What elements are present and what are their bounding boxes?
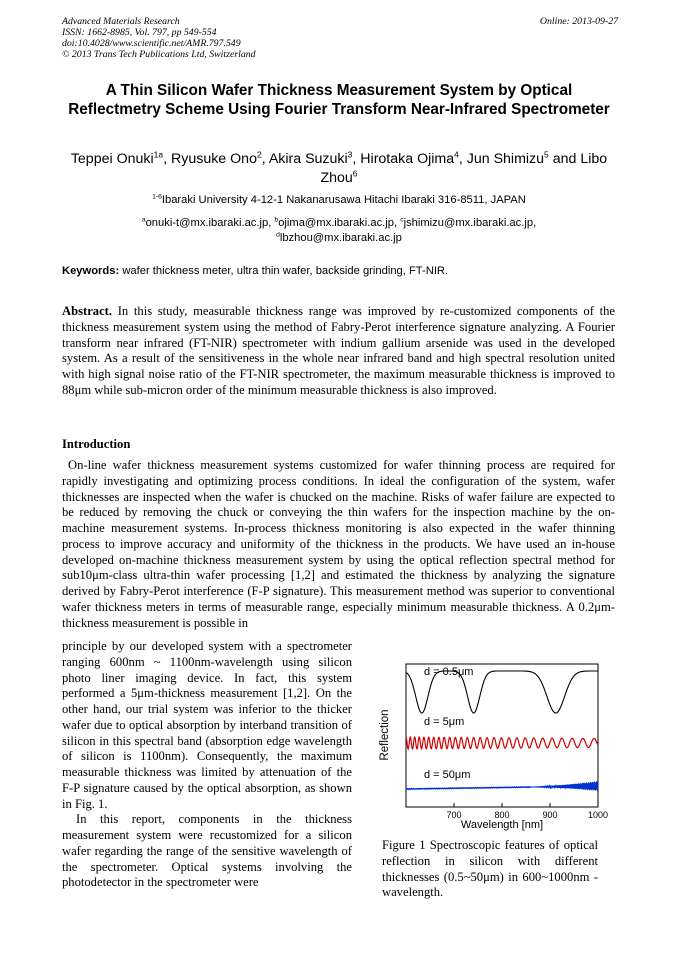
issn-line: ISSN: 1662-8985, Vol. 797, pp 549-554: [62, 27, 217, 39]
affiliation: [62, 193, 616, 207]
introduction-full-width: [62, 458, 615, 631]
intro-paragraph: On-line wafer thickness measurement systems customized for wafer thinning process are required for rapidly investigating and optimizing process conditions. In ideal the configuration of the system, wafer thicknesses are inspected when the wafer is chucked on the machine. Risks of wafer failure are expected to be reduced by removing the chuck or conveying the thin wafers for the inspection machine by the on-machine measurement systems. In-process thickness monitoring is also expected in the wafer thinning process to improve accuracy and uniformity of the thickness in the products. We have used an in-house developed on-machine thickness measurement system by using the optical reflection spectral method for sub10μm-class ultra-thin wafer processing [1,2] and estimated the thickness by analyzing the signature derived by Fabry-Perot interference (F-P signature). This measurement method was superior to conventional wafer thickness meters in terms of measurable range, especially minimum measurable thickness. A 0.2μm-thickness measurement is possible in: [62, 458, 615, 630]
email-address: onuki-t@mx.ibaraki.ac.jp: [145, 217, 269, 229]
email-sup: b: [274, 216, 279, 224]
abstract: [62, 304, 615, 399]
author-sup: 1a: [153, 149, 164, 160]
figure-caption: Figure 1 Spectroscopic features of optical reflection in silicon with different thicknesses (0.5~50μm) in 600~1000nm -wavelength.: [382, 838, 598, 900]
abstract-label: Abstract.: [62, 304, 113, 318]
author-name: Ryusuke Ono: [171, 151, 257, 167]
keywords-label: Keywords:: [62, 265, 120, 277]
copyright-line: © 2013 Trans Tech Publications Ltd, Switzerland: [62, 49, 256, 61]
x-tick-label: 800: [494, 810, 510, 820]
series-label: d = 5μm: [424, 716, 465, 728]
introduction-column: [62, 639, 352, 891]
series-label: d = 0.5μm: [424, 666, 474, 678]
author-name: Hirotaka Ojima: [360, 151, 455, 167]
author-sup: 2: [256, 149, 262, 160]
author-name: Libo Zhou: [320, 151, 608, 186]
intro-column-paragraph-2: In this report, components in the thickness measurement system were recustomized for a silicon wafer regarding the range of the sensitive wavelength of the spectrometer. Optical systems involving the photodetector in the spectrometer were: [62, 812, 352, 890]
x-tick-label: 900: [542, 810, 558, 820]
author-name: Jun Shimizu: [466, 151, 545, 167]
paper-title: A Thin Silicon Wafer Thickness Measurement System by Optical Reflectmetry Scheme Using Fourier Transform Near-Infrared Spectrometer: [68, 82, 610, 118]
intro-column-paragraph-1: principle by our developed system with a spectrometer ranging 600nm ~ 1100nm-wavelength using silicon photo liner imaging device. In fact, this system performed a 5μm-thickness measurement [1,2]. On the other hand, our trial system was inferior to the thicker wafer due to optical absorption by interband transition of silicon in this spectral band (absorption edge wavelength of silicon is 1100nm). Consequently, the maximum measurable thickness was limited by attenuation of the F-P signature caused by the optical absorption, as shown in Fig. 1.: [62, 639, 352, 811]
series-5um-line: [406, 737, 598, 749]
keywords-text: wafer thickness meter, ultra thin wafer, backside grinding, FT-NIR.: [122, 265, 449, 277]
reflection-chart: [372, 655, 612, 835]
y-axis-label: Reflection: [379, 709, 391, 761]
series-label: d = 50μm: [424, 769, 471, 781]
keywords: [62, 264, 616, 279]
x-tick-label: 1000: [587, 810, 609, 820]
x-axis-label: Wavelength [nm]: [460, 819, 544, 831]
author-name: Teppei Onuki: [70, 151, 154, 167]
email-address: lbzhou@mx.ibaraki.ac.jp: [279, 231, 402, 244]
doi-line: doi:10.4028/www.scientific.net/AMR.797.549: [62, 38, 241, 50]
series-50um-line: [406, 781, 598, 790]
author-sup: 5: [544, 149, 549, 160]
email-address: jshimizu@mx.ibaraki.ac.jp: [403, 217, 534, 229]
email-sup: d: [276, 230, 280, 238]
x-tick-label: 700: [446, 810, 462, 820]
email-sup: c: [400, 216, 404, 224]
affiliation-sup: 1-6: [152, 193, 162, 201]
section-heading-introduction: Introduction: [62, 437, 131, 451]
journal-name: Advanced Materials Research: [62, 16, 180, 27]
abstract-text: In this study, measurable thickness range was improved by re-customized components of the thickness measurement system using the method of Fabry-Perot interference signature analyzing. A Fourier transform near infrared (FT-NIR) spectrometer with indium gallium arsenide was used in the developed system. As a result of the sensitiveness in the whole near infrared band and high spectral resolution united with high signal noise ratio of the FT-NIR spectrometer, the maximum measurable thickness is improved to 88μm while sub-micron order of the minimum measurable thickness is also improved.: [62, 304, 616, 397]
author-sup: 6: [352, 167, 358, 178]
author-sup: 4: [454, 149, 459, 160]
affiliation-text: Ibaraki University 4-12-1 Nakanarusawa Hitachi Ibaraki 316-8511, JAPAN: [161, 194, 526, 206]
email-address: ojima@mx.ibaraki.ac.jp: [278, 217, 394, 229]
author-sup: 3: [347, 149, 353, 160]
author-list: Teppei Onuki$^{1a}$, Ryusuke Ono$^2$, Akira Suzuki$^3$, Hirotaka Ojima$^4$, Jun Shimizu$^5$ and Libo Zhou$^6$: [70, 149, 608, 186]
author-name: Akira Suzuki: [268, 151, 348, 167]
figure-1: [372, 655, 612, 835]
online-date: Online: 2013-09-27: [539, 16, 618, 27]
email-list: $^a$onuki-t@mx.ibaraki.ac.jp, $^b$ojima@mx.ibaraki.ac.jp, $^c$jshimizu@mx.ibaraki.ac.jp, $^d$lbzhou@mx.ibaraki.ac.jp: [141, 216, 537, 244]
email-sup: a: [141, 216, 146, 224]
journal-header: [62, 16, 618, 60]
